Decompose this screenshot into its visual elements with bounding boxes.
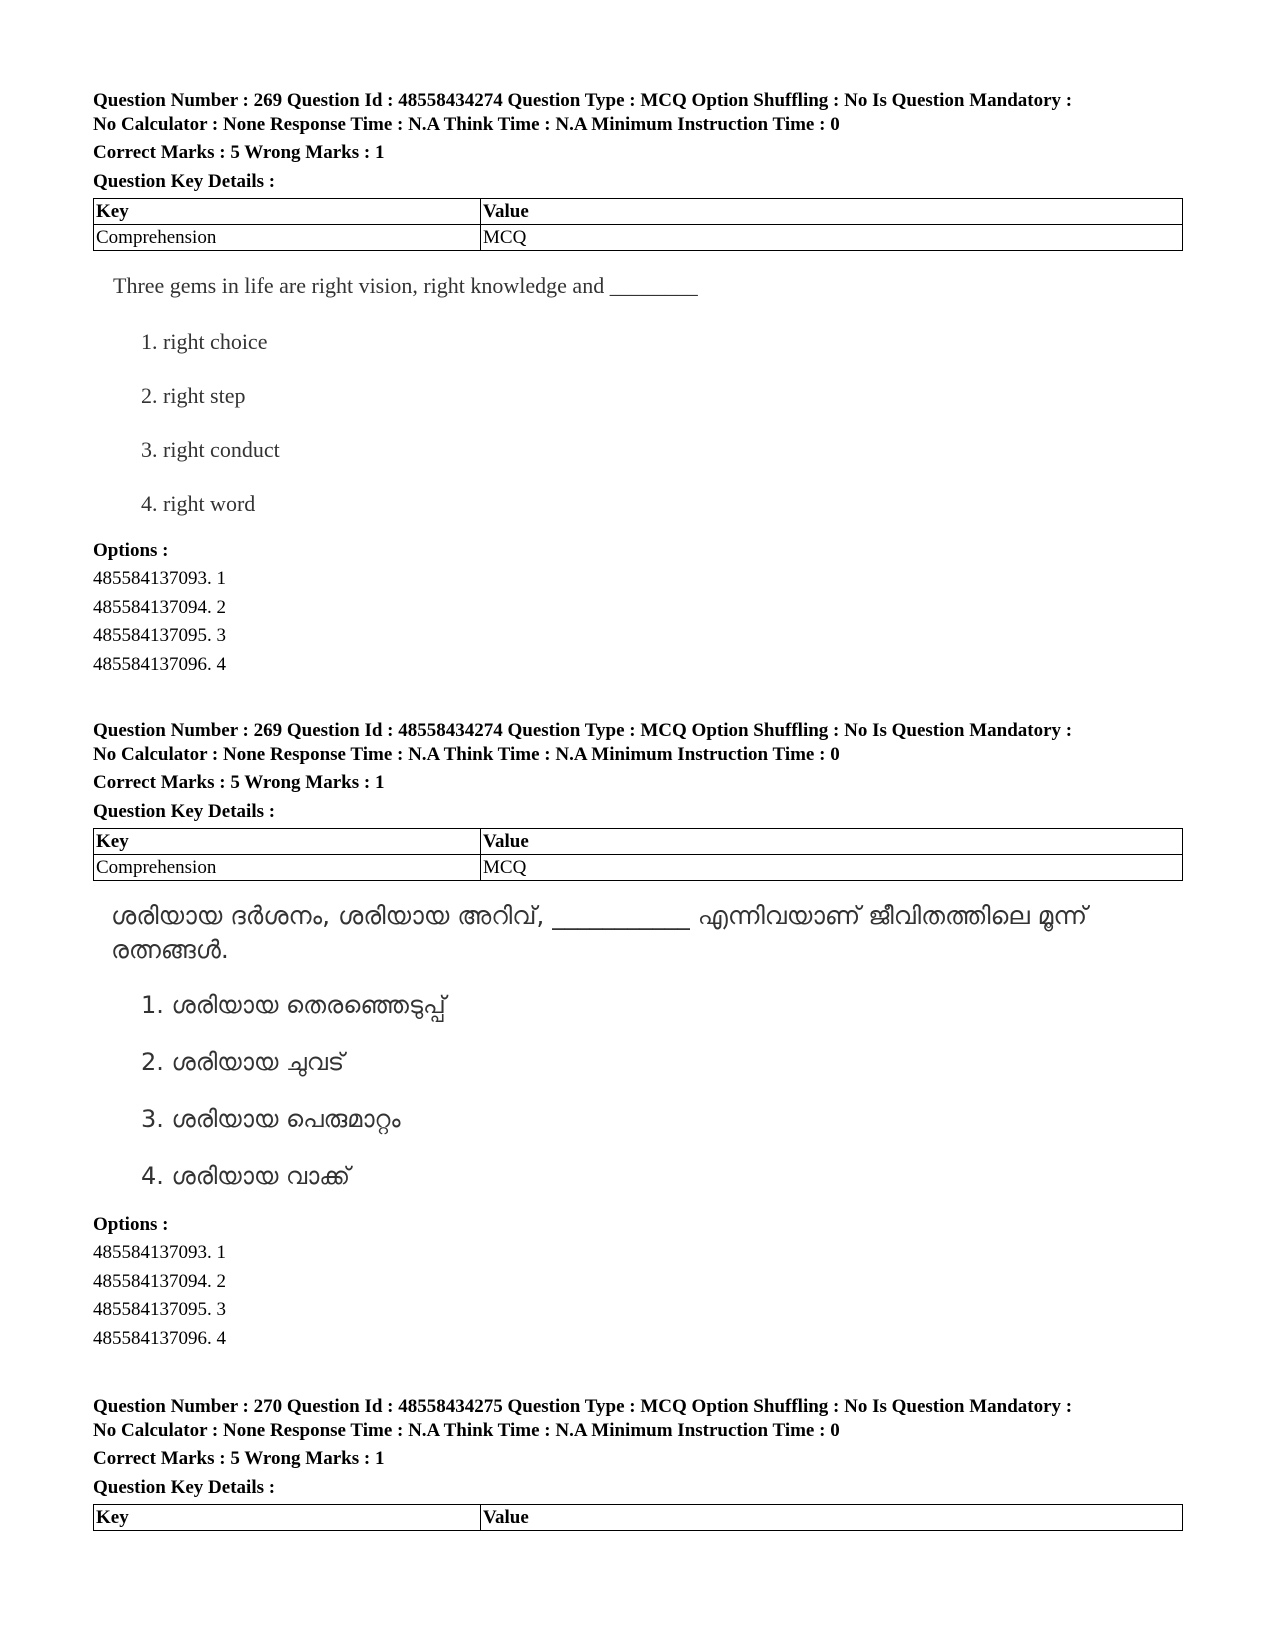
question-meta-line-1: Question Number : 269 Question Id : 48558434274 Question Type : MCQ Option Shuffling : No Is Question Mandatory : bbox=[93, 90, 1073, 111]
marks-line: Correct Marks : 5 Wrong Marks : 1 bbox=[93, 142, 385, 163]
marks-line: Correct Marks : 5 Wrong Marks : 1 bbox=[93, 1448, 385, 1469]
key-details-table bbox=[93, 1504, 1183, 1531]
question-stem: ശരിയായ ദർശനം, ശരിയായ അറിവ്, ___________ എന്നിവയാണ് ജീവിതത്തിലെ മൂന്ന് രത്നങ്ങൾ. bbox=[111, 901, 1088, 964]
question-meta bbox=[93, 719, 1183, 767]
option-item: 485584137093. 1 bbox=[93, 568, 226, 589]
option-item: 485584137094. 2 bbox=[93, 1270, 226, 1292]
question-meta-line-1: Question Number : 269 Question Id : 48558434274 Question Type : MCQ Option Shuffling : No Is Question Mandatory : bbox=[93, 720, 1073, 741]
question-meta-line-1: Question Number : 270 Question Id : 48558434275 Question Type : MCQ Option Shuffling : No Is Question Mandatory : bbox=[93, 1396, 1073, 1417]
key-cell: Comprehension bbox=[94, 225, 481, 251]
choice-list bbox=[93, 977, 1183, 1205]
question-meta bbox=[93, 1395, 1183, 1443]
choice-item: 1. right choice bbox=[141, 329, 268, 354]
choice-item: 2. right step bbox=[141, 383, 246, 408]
option-item: 485584137095. 3 bbox=[93, 625, 226, 646]
key-header: Key bbox=[94, 1505, 481, 1531]
key-details-label: Question Key Details : bbox=[93, 171, 276, 192]
value-header: Value bbox=[481, 199, 1183, 225]
table-header-row bbox=[94, 829, 1183, 855]
choice-item: 4. ശരിയായ വാക്ക് bbox=[141, 1162, 351, 1190]
key-details-table bbox=[93, 828, 1183, 881]
choice-list bbox=[93, 315, 1183, 531]
marks-line: Correct Marks : 5 Wrong Marks : 1 bbox=[93, 772, 385, 793]
key-details-label: Question Key Details : bbox=[93, 801, 276, 822]
options-label: Options : bbox=[93, 1214, 169, 1235]
question-meta bbox=[93, 89, 1183, 137]
question-meta-line-2: No Calculator : None Response Time : N.A Think Time : N.A Minimum Instruction Time : 0 bbox=[93, 1420, 840, 1441]
table-row bbox=[94, 855, 1183, 881]
table-header-row bbox=[94, 1505, 1183, 1531]
choice-item: 3. right conduct bbox=[141, 437, 280, 462]
value-header: Value bbox=[481, 829, 1183, 855]
value-cell: MCQ bbox=[481, 225, 1183, 251]
question-meta-line-2: No Calculator : None Response Time : N.A Think Time : N.A Minimum Instruction Time : 0 bbox=[93, 114, 840, 135]
option-item: 485584137096. 4 bbox=[93, 653, 226, 675]
key-details-table bbox=[93, 198, 1183, 251]
option-item: 485584137096. 4 bbox=[93, 1327, 226, 1349]
choice-item: 3. ശരിയായ പെരുമാറ്റം bbox=[141, 1105, 401, 1133]
question-block-269-english bbox=[93, 89, 1183, 679]
question-meta-line-2: No Calculator : None Response Time : N.A Think Time : N.A Minimum Instruction Time : 0 bbox=[93, 744, 840, 765]
question-stem: Three gems in life are right vision, right knowledge and ________ bbox=[113, 273, 698, 298]
question-block-270 bbox=[93, 1395, 1183, 1531]
choice-item: 1. ശരിയായ തെരഞ്ഞെടുപ്പ് bbox=[141, 991, 446, 1019]
option-item: 485584137095. 3 bbox=[93, 1299, 226, 1320]
key-header: Key bbox=[94, 829, 481, 855]
question-block-269-malayalam bbox=[93, 719, 1183, 1353]
key-header: Key bbox=[94, 199, 481, 225]
choice-item: 2. ശരിയായ ചുവട് bbox=[141, 1048, 345, 1076]
value-cell: MCQ bbox=[481, 855, 1183, 881]
option-item: 485584137094. 2 bbox=[93, 596, 226, 618]
key-cell: Comprehension bbox=[94, 855, 481, 881]
options-label: Options : bbox=[93, 540, 169, 561]
table-row bbox=[94, 225, 1183, 251]
option-item: 485584137093. 1 bbox=[93, 1242, 226, 1263]
key-details-label: Question Key Details : bbox=[93, 1477, 276, 1498]
table-header-row bbox=[94, 199, 1183, 225]
value-header: Value bbox=[481, 1505, 1183, 1531]
choice-item: 4. right word bbox=[141, 491, 256, 516]
